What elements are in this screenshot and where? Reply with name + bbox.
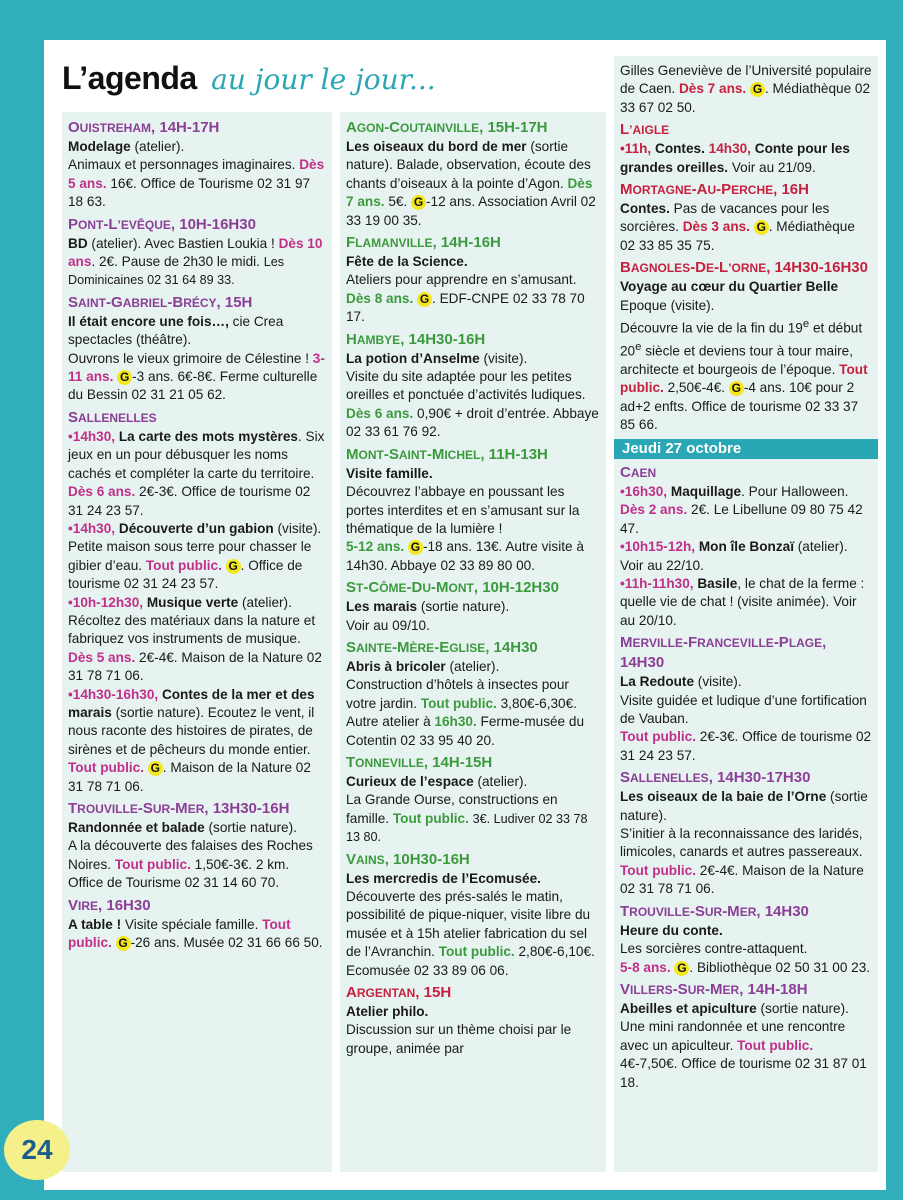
free-g-icon: G <box>411 195 426 210</box>
date-header: Jeudi 27 octobre <box>614 439 878 459</box>
title-script: au jour le jour... <box>211 63 436 96</box>
agenda-entry <box>620 463 872 630</box>
entry-place-time: CAEN <box>620 463 657 481</box>
agenda-entry <box>68 408 326 796</box>
agenda-entry <box>68 293 326 405</box>
entry-place-time: VIRE, 16H30 <box>68 896 151 914</box>
entry-place-time: AGON-COUTAINVILLE, 15H-17H <box>346 119 548 136</box>
entry-description: Voyage au cœur du Quartier Belle Epoque (visite). Découvre la vie de la fin du 19e et début 20e siècle et deviens tour à tour maire, architecte et bourgeois de l’époque. Tout public. 2,50€-4€. G -4 ans. 10€ pour 2 ad+2 enfts. Office de tourisme 02 33 37 85 66. <box>620 279 868 433</box>
agenda-entry <box>620 180 872 255</box>
column-2 <box>340 112 606 1172</box>
entry-description: Les mercredis de l’Ecomusée. Découverte des prés-salés le matin, possibilité de pique-niquer, visite libre du musée et à 15h atelier fabrication du sel de l’Avranchin. Tout public. 2,80€-6,10€. Ecomusée 02 33 89 06 06. <box>346 870 595 978</box>
entry-place-time: OUISTREHAM, 14H-17H <box>68 119 220 136</box>
entry-description: Il était encore une fois…, cie Crea spectacles (théâtre). Ouvrons le vieux grimoire de Célestine ! 3-11 ans. G -3 ans. 6€-8€. Ferme culturelle du Bessin 02 31 21 05 62. <box>68 313 325 403</box>
entry-place-time: MORTAGNE-AU-PERCHE, 16H <box>620 181 809 199</box>
entry-description: Les oiseaux de la baie de l’Orne (sortie nature). S’initier à la reconnaissance des laridés, limicoles, canards et autres passereaux. Tout public. 2€-4€. Maison de la Nature 02 31 78 71 06. <box>620 789 868 897</box>
agenda-entry <box>620 258 872 434</box>
entry-place-time: SAINT-GABRIEL-BRÉCY, 15H <box>68 293 253 311</box>
agenda-entry <box>620 980 872 1092</box>
agenda-entry <box>346 445 600 575</box>
entry-description: La Redoute (visite). Visite guidée et ludique d’une fortification de Vauban. Tout public. 2€-3€. Office de tourisme 02 31 24 23 57. <box>620 674 872 763</box>
column-3 <box>614 56 878 1172</box>
page-number: 24 <box>4 1120 70 1180</box>
free-g-icon: G <box>116 936 131 951</box>
entry-place-time: TROUVILLE-SUR-MER, 13H30-16H <box>68 800 290 817</box>
entry-place-time: VAINS, 10H30-16H <box>346 850 470 868</box>
entry-description: Randonnée et balade (sortie nature). A la découverte des falaises des Roches Noires. Tout public. 1,50€-3€. 2 km. Office de Tourisme 02 31 14 60 70. <box>68 820 313 891</box>
entry-description: Curieux de l’espace (atelier). La Grande Ourse, constructions en famille. Tout public. 3€. Ludiver 02 33 78 13 80. <box>346 773 588 845</box>
entry-place-time: MONT-SAINT-MICHEL, 11H-13H <box>346 445 548 463</box>
entry-description: Fête de la Science. Ateliers pour apprendre en s’amusant. Dès 8 ans. G . EDF-CNPE 02 33 78 70 17. <box>346 254 585 325</box>
continued-entry: Gilles Geneviève de l’Université populaire de Caen. Dès 7 ans. G . Médiathèque 02 33 67 02 50. <box>620 63 872 115</box>
agenda-entry <box>346 118 600 230</box>
free-g-icon: G <box>750 82 765 97</box>
agenda-entry <box>68 215 326 290</box>
entry-place-time: TONNEVILLE, 14H-15H <box>346 753 493 771</box>
free-g-icon: G <box>417 292 432 307</box>
entry-place-time: ST-CÔME-DU-MONT, 10H-12H30 <box>346 579 559 597</box>
title-main: L’agenda <box>62 60 197 96</box>
agenda-entry <box>68 799 326 893</box>
agenda-entry <box>346 983 600 1058</box>
entry-description: Modelage (atelier). Animaux et personnages imaginaires. Dès 5 ans. 16€. Office de Tourisme 02 31 97 18 63. <box>68 139 325 210</box>
entry-place-time: VILLERS-SUR-MER, 14H-18H <box>620 980 808 998</box>
agenda-entry <box>620 120 872 177</box>
entry-description: Atelier philo. Discussion sur un thème choisi par le groupe, animée par <box>346 1004 572 1056</box>
entry-place-time: SALLENELLES, 14H30-17H30 <box>620 769 811 787</box>
free-g-icon: G <box>729 381 744 396</box>
agenda-entry <box>346 233 600 327</box>
entry-place-time: PONT-L’EVÊQUE, 10H-16H30 <box>68 215 256 233</box>
entry-description: •11h, Contes. 14h30, Conte pour les grandes oreilles. Voir au 21/09. <box>620 141 850 175</box>
entry-place-time: FLAMANVILLE, 14H-16H <box>346 234 501 252</box>
agenda-page <box>44 40 886 1190</box>
entry-place-time: TROUVILLE-SUR-MER, 14H30 <box>620 902 809 920</box>
free-g-icon: G <box>148 761 163 776</box>
entry-description: Heure du conte. Les sorcières contre-attaquent. 5-8 ans. G . Bibliothèque 02 50 31 00 23. <box>620 922 871 975</box>
entry-place-time: BAGNOLES-DE-L’ORNE, 14H30-16H30 <box>620 259 868 277</box>
entry-description: La potion d’Anselme (visite). Visite du site adaptée pour les petites oreilles et ponctuée d’activités ludiques. Dès 6 ans. 0,90€ + droit d’entrée. Abbaye 02 33 61 76 92. <box>346 350 599 440</box>
entry-description: Visite famille. Découvrez l’abbaye en poussant les portes interdites et en s’amusant sur la thématique de la lumière ! 5-12 ans. G -18 ans. 13€. Autre visite à 14h30. Abbaye 02 33 89 80 00. <box>346 465 584 573</box>
agenda-entry <box>620 633 872 765</box>
entry-place-time: ARGENTAN, 15H <box>346 984 452 1002</box>
agenda-entry <box>346 638 600 750</box>
agenda-entry <box>346 850 600 980</box>
free-g-icon: G <box>226 559 241 574</box>
entry-description: Abris à bricoler (atelier). Construction d’hôtels à insectes pour votre jardin. Tout public. 3,80€-6,30€. Autre atelier à 16h30. Ferme-musée du Cotentin 02 33 95 40 20. <box>346 658 585 748</box>
entry-place-time: L’AIGLE <box>620 121 670 139</box>
agenda-entry <box>346 330 600 442</box>
entry-description: BD (atelier). Avec Bastien Loukia ! Dès 10 ans. 2€. Pause de 2h30 le midi. Les Dominicaines 02 31 64 89 33. <box>68 235 323 288</box>
page-title <box>62 60 602 110</box>
free-g-icon: G <box>754 220 769 235</box>
entry-description: A table ! Visite spéciale famille. Tout public. G -26 ans. Musée 02 31 66 66 50. <box>68 916 323 951</box>
entry-place-time: MERVILLE-FRANCEVILLE-PLAGE, 14H30 <box>620 634 827 672</box>
entry-description: •16h30, Maquillage. Pour Halloween. Dès 2 ans. 2€. Le Libellune 09 80 75 42 47. •10h15-12h, Mon île Bonzaï (atelier). Voir au 22/10. •11h-11h30, Basile, le chat de la ferme : quelle vie de chat ! (visite animée). Voir au 20/10. <box>620 483 865 628</box>
entry-description: Les oiseaux du bord de mer (sortie nature). Balade, observation, écoute des chants d’oiseaux à la pointe d’Agon. Dès 7 ans. 5€. G -12 ans. Association Avril 02 33 19 00 35. <box>346 139 596 228</box>
entry-place-time: HAMBYE, 14H30-16H <box>346 330 486 348</box>
agenda-entry <box>346 578 600 635</box>
agenda-entry <box>620 768 872 898</box>
entry-description: Contes. Pas de vacances pour les sorcières. Dès 3 ans. G . Médiathèque 02 33 85 35 75. <box>620 201 855 253</box>
free-g-icon: G <box>674 961 689 976</box>
agenda-entry <box>68 896 326 953</box>
entry-description: Abeilles et apiculture (sortie nature). Une mini randonnée et une rencontre avec un apiculteur. Tout public. 4€-7,50€. Office de tourisme 02 31 87 01 18. <box>620 1000 867 1090</box>
entry-place-time: SALLENELLES <box>68 408 157 426</box>
entry-description: •14h30, La carte des mots mystères. Six jeux en un pour débusquer les noms cachés et compléter la carte du territoire. Dès 6 ans. 2€-3€. Office de tourisme 02 31 24 23 57. •14h30, Découverte d’un gabion (visite). Petite maison sous terre pour chasser le gibier d’eau. Tout public. G . Office de tourisme 02 31 24 23 57. •10h-12h30, Musique verte (atelier). Récoltez des matériaux dans la nature et fabriquez vos instruments de musique. Dès 5 ans. 2€-4€. Maison de la Nature 02 31 78 71 06. •14h30-16h30, Contes de la mer et des marais (sortie nature). Ecoutez le vent, il nous raconte des histoires de pirates, de sirènes et de pêcheurs du monde entier. Tout public. G . Maison de la Nature 02 31 78 71 06. <box>68 428 325 794</box>
entry-description: Les marais (sortie nature). Voir au 09/10. <box>346 599 510 633</box>
agenda-entry <box>346 753 600 847</box>
column-1 <box>62 112 332 1172</box>
free-g-icon: G <box>408 540 423 555</box>
agenda-entry <box>620 902 872 977</box>
free-g-icon: G <box>117 370 132 385</box>
entry-place-time: SAINTE-MÈRE-EGLISE, 14H30 <box>346 638 538 656</box>
agenda-entry <box>68 118 326 212</box>
